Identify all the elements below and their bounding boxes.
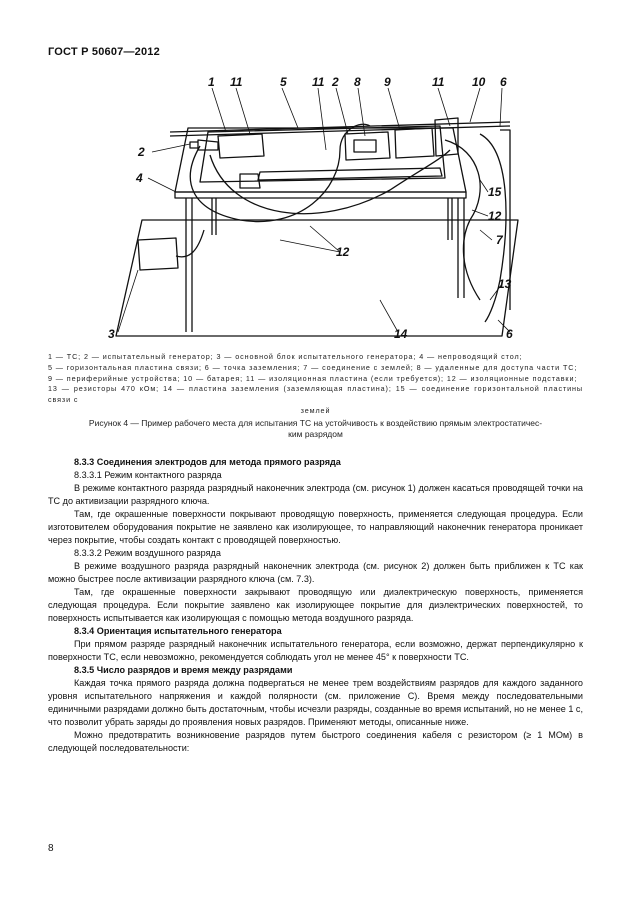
label-11-top-center: 11 <box>312 75 325 89</box>
label-6-top: 6 <box>500 75 507 89</box>
section-heading-8-3-5: 8.3.5 Число разрядов и время между разрядами <box>74 665 293 675</box>
label-12-right: 12 <box>488 209 502 223</box>
paragraph: Каждая точка прямого разряда должна подвергаться не менее трем воздействиям разрядов для каждого заданного уровня испытательного напряжения и каждой полярности (см. приложение С). Время между последовательными единичными разрядами должно быть достаточным, чтобы исчезли разряды, созданные во время испытаний, но не менее 1 с, что позволит убрать заряды до проявления новых разрядов. Применяют методы, описанные ниже. <box>48 678 584 727</box>
generator-main-unit <box>138 238 178 270</box>
eut-left <box>218 134 264 158</box>
label-7: 7 <box>496 233 503 247</box>
label-6-bottom: 6 <box>506 327 513 341</box>
label-1: 1 <box>208 75 215 89</box>
caption-line-2: ким разрядом <box>288 429 343 439</box>
subsection-heading-8-3-3-2: 8.3.3.2 Режим воздушного разряда <box>74 548 221 558</box>
legend-line: 13 — резисторы 470 кОм; 14 — пластина заземления (заземляющая пластина); 15 — соединение горизонтальной пластины связи с <box>48 384 583 405</box>
main-unit-cable <box>176 230 204 257</box>
section-heading-8-3-3: 8.3.3 Соединения электродов для метода прямого разряда <box>74 457 341 467</box>
paragraph: Там, где окрашенные поверхности закрывают проводящую или диэлектрическую поверхность, применяется следующая процедура. Если покрытие заявлено как изолирующее покрытие для диэлектрических поверхностей, то поверхность испытывается как изолирующая с помощью метода воздушного разряда. <box>48 587 583 623</box>
peripheral-devices <box>395 128 434 158</box>
table-leg-back-right <box>448 198 452 240</box>
body-text <box>48 456 583 755</box>
paragraph: В режиме контактного разряда разрядный наконечник электрода (см. рисунок 1) должен касаться проводящей точки на ТС до активизации разрядного ключа. <box>48 483 583 506</box>
eut-center <box>345 132 390 160</box>
figure-legend <box>48 352 583 417</box>
legend-line: 1 — ТС; 2 — испытательный генератор; 3 — основной блок испытательного генератора; 4 — непроводящий стол; <box>48 352 523 361</box>
table-leg-front-left <box>186 198 192 332</box>
label-5: 5 <box>280 75 287 89</box>
paragraph: Там, где окрашенные поверхности покрывают проводящую поверхность, применяется следующая процедура. Если изготовителем оборудования покрытие не заявлено как изолирующее, то направляющий наконечник генератора проникает через покрытие, чтобы создать контакт с проводящей поверхностью. <box>48 509 583 545</box>
label-leader-lines-lower <box>118 144 510 332</box>
label-12-center: 12 <box>336 245 350 259</box>
label-4: 4 <box>136 171 143 185</box>
label-11-top-left: 11 <box>230 75 243 89</box>
paragraph: При прямом разряде разрядный наконечник испытательного генератора, если возможно, держат перпендикулярно к поверхности ТС, если невозможно, рекомендуется соблюдать угол не менее 45° к поверхности ТС. <box>48 639 583 662</box>
figure-esd-test-setup <box>40 70 590 350</box>
page-number: 8 <box>48 843 54 854</box>
label-15: 15 <box>488 185 502 199</box>
section-heading-8-3-4: 8.3.4 Ориентация испытательного генератора <box>74 626 282 636</box>
esd-generator-gun <box>190 140 218 150</box>
legend-line: землей <box>300 405 331 415</box>
subsection-heading-8-3-3-1: 8.3.3.1 Режим контактного разряда <box>74 470 222 480</box>
legend-line: 5 — горизонтальная пластина связи; 6 — точка заземления; 7 — соединение с землей; 8 — удаленные для доступа части ТС; <box>48 362 578 372</box>
coupling-plane-ground-cable <box>480 134 506 322</box>
legend-line: 9 — периферийные устройства; 10 — батарея; 11 — изоляционная пластина (если требуется); 12 — изоляционные подставки; <box>48 373 578 383</box>
label-3: 3 <box>108 327 115 341</box>
test-setup-drawing <box>40 70 590 350</box>
figure-caption <box>48 418 583 440</box>
label-2-top: 2 <box>332 75 339 89</box>
label-14: 14 <box>394 327 408 341</box>
label-11-top-right: 11 <box>432 75 445 89</box>
caption-line-1: Рисунок 4 — Пример рабочего места для испытания ТС на устойчивость к воздействию прямым электростатичес- <box>88 418 543 428</box>
label-9: 9 <box>384 75 391 89</box>
label-10: 10 <box>472 75 486 89</box>
table-leg-back-left <box>212 198 216 235</box>
eut-removable-part <box>354 140 376 152</box>
label-8: 8 <box>354 75 361 89</box>
paragraph: Можно предотвратить возникновение разрядов путем быстрого соединения кабеля с резистором (≥ 1 МОм) в следующей последовательности: <box>48 730 583 753</box>
paragraph: В режиме воздушного разряда разрядный наконечник электрода (см. рисунок 2) должен быть приближен к ТС как можно быстрее после активизации разрядного ключа (см. 7.3). <box>48 561 583 584</box>
document-header: ГОСТ Р 50607—2012 <box>48 46 160 58</box>
label-2-left: 2 <box>138 145 145 159</box>
label-13: 13 <box>498 277 512 291</box>
